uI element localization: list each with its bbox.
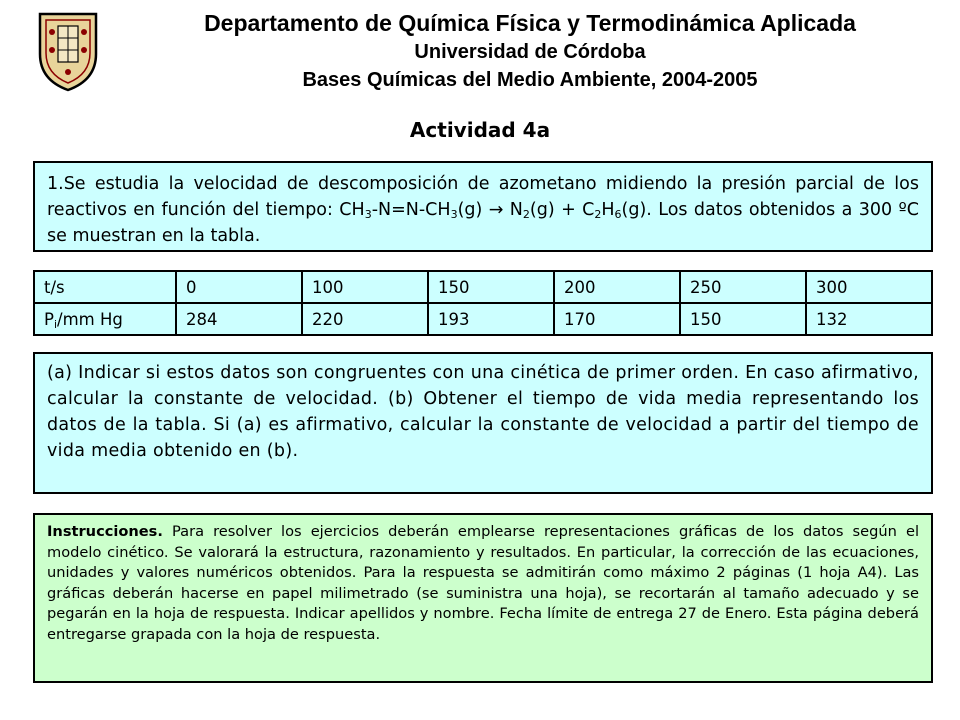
- table-cell: 170: [554, 303, 680, 335]
- table-cell: 132: [806, 303, 932, 335]
- table-cell: t/s: [34, 271, 176, 303]
- table-cell: 250: [680, 271, 806, 303]
- arrow-icon: →: [488, 200, 504, 220]
- course-name: Bases Químicas del Medio Ambiente, 2004-2005: [302, 69, 758, 91]
- page-title: Actividad 4a: [409, 118, 551, 142]
- table-row: [34, 303, 932, 335]
- university-name: Universidad de Córdoba: [414, 41, 646, 63]
- table-cell: 193: [428, 303, 554, 335]
- table-cell: 100: [302, 271, 428, 303]
- table-cell: 150: [680, 303, 806, 335]
- university-crest-icon: [36, 10, 100, 92]
- table-cell: 300: [806, 271, 932, 303]
- department-name: Departamento de Química Física y Termodinámica Aplicada: [204, 10, 856, 36]
- table-cell: $P_i/mm$ Hg: [34, 303, 176, 335]
- table-cell: 0: [176, 271, 302, 303]
- instructions-text: Para resolver los ejercicios deberán emplearse representaciones gráficas de los datos según el modelo cinético. Se valorará la estructura, razonamiento y resultados. En particular, la corrección de las ecuaciones, unidades y valores numéricos obtenidos. Para la respuesta se admitirán como máximo 2 páginas (1 hoja A4). Las gráficas deberán hacerse en papel milimetrado (se suministra una hoja), se recortarán al tamaño adecuado y se pegarán en la hoja de respuesta. Indicar apellidos y nombre. Fecha límite de entrega 27 de Enero. Esta página deberá entregarse grapada con la hoja de respuesta.: [47, 523, 919, 643]
- instructions-label: Instrucciones.: [47, 523, 163, 540]
- table-row: [34, 271, 932, 303]
- table-cell: 284: [176, 303, 302, 335]
- instructions-box: [33, 513, 933, 683]
- table-cell: 220: [302, 303, 428, 335]
- table-cell: 150: [428, 271, 554, 303]
- problem-statement: 1.Se estudia la velocidad de descomposición de azometano midiendo la presión parcial de los reactivos en función del tiempo: $CH_3-N=N-CH_3(g) \to N_2(g) + C_2H_6(g)$. Los datos obtenidos a 300 ºC se muestran en la tabla.: [33, 161, 933, 252]
- table-cell: 200: [554, 271, 680, 303]
- questions-box: (a) Indicar si estos datos son congruentes con una cinética de primer orden. En caso afirmativo, calcular la constante de velocidad. (b) Obtener el tiempo de vida media representando los datos de la tabla. Si (a) es afirmativo, calcular la constante de velocidad a partir del tiempo de vida media obtenido en (b).: [33, 352, 933, 494]
- data-table: [33, 270, 933, 336]
